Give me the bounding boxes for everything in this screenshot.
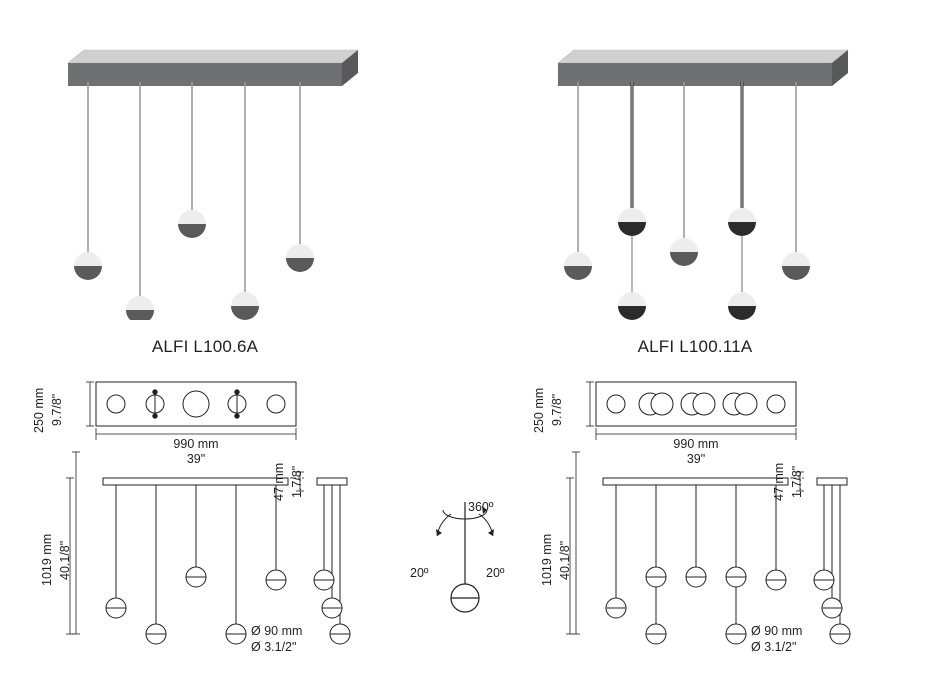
sphere-dia-mm-6a: Ø 90 mm bbox=[251, 624, 303, 638]
side-elevation-spheres bbox=[814, 570, 850, 644]
plan-width-mm-11a: 990 mm bbox=[673, 437, 719, 451]
sphere-dia-mm-11a: Ø 90 mm bbox=[751, 624, 803, 638]
product-photo-11a bbox=[530, 20, 860, 320]
canopy-thickness-in-6a: 1.7/8" bbox=[290, 465, 304, 499]
plan-width-in-11a: 39" bbox=[686, 452, 706, 466]
canopy-thickness-mm-6a: 47 mm bbox=[272, 462, 286, 502]
side-elevation-canopy bbox=[317, 478, 347, 485]
canopy-front bbox=[68, 63, 342, 86]
height-in-11a: 40.1/8" bbox=[558, 540, 572, 580]
height-mm-6a: 1019 mm bbox=[40, 533, 54, 587]
tilt-right-label: 20º bbox=[486, 566, 505, 580]
photo-svg-11a bbox=[530, 20, 860, 320]
elevation-drops bbox=[616, 485, 776, 624]
cables bbox=[88, 82, 300, 296]
plan-width-mm-6a: 990 mm bbox=[173, 437, 219, 451]
plan-depth-mm-11a: 250 mm bbox=[532, 387, 546, 433]
depth-dimension bbox=[586, 382, 594, 426]
height-in-6a: 40.1/8" bbox=[58, 540, 72, 580]
caption-6a: ALFI L100.6A bbox=[151, 337, 259, 356]
elevation-canopy bbox=[103, 478, 288, 485]
canopy-thickness-in-11a: 1.7/8" bbox=[790, 465, 804, 499]
canopy-top bbox=[68, 50, 358, 63]
canopy-front bbox=[558, 63, 832, 86]
elevation-drops bbox=[116, 485, 276, 624]
photo-svg-6a bbox=[40, 20, 370, 320]
plan-depth-mm-6a: 250 mm bbox=[32, 387, 46, 433]
canopy-thickness-mm-11a: 47 mm bbox=[772, 462, 786, 502]
product-photo-6a bbox=[40, 20, 370, 320]
side-elevation-canopy bbox=[817, 478, 847, 485]
side-elevation-spheres bbox=[314, 570, 350, 644]
plan-depth-in-6a: 9.7/8" bbox=[50, 393, 64, 427]
plan-width-in-6a: 39" bbox=[186, 452, 206, 466]
sphere-dia-in-11a: Ø 3.1/2" bbox=[751, 640, 797, 654]
tech-drawing-11a bbox=[528, 372, 858, 672]
sphere-dia-in-6a: Ø 3.1/2" bbox=[251, 640, 297, 654]
pendant-spheres bbox=[564, 208, 810, 320]
canopy-top bbox=[558, 50, 848, 63]
spin-label: 360º bbox=[468, 500, 494, 514]
pendant-spheres bbox=[74, 210, 314, 320]
caption-11a: ALFI L100.11A bbox=[637, 337, 753, 356]
elevation-canopy bbox=[603, 478, 788, 485]
height-mm-11a: 1019 mm bbox=[540, 533, 554, 587]
plan-depth-in-11a: 9.7/8" bbox=[550, 393, 564, 427]
adjustment-diagram bbox=[395, 480, 535, 630]
tilt-left-label: 20º bbox=[410, 566, 429, 580]
tech-drawing-6a bbox=[28, 372, 358, 672]
depth-dimension bbox=[86, 382, 94, 426]
